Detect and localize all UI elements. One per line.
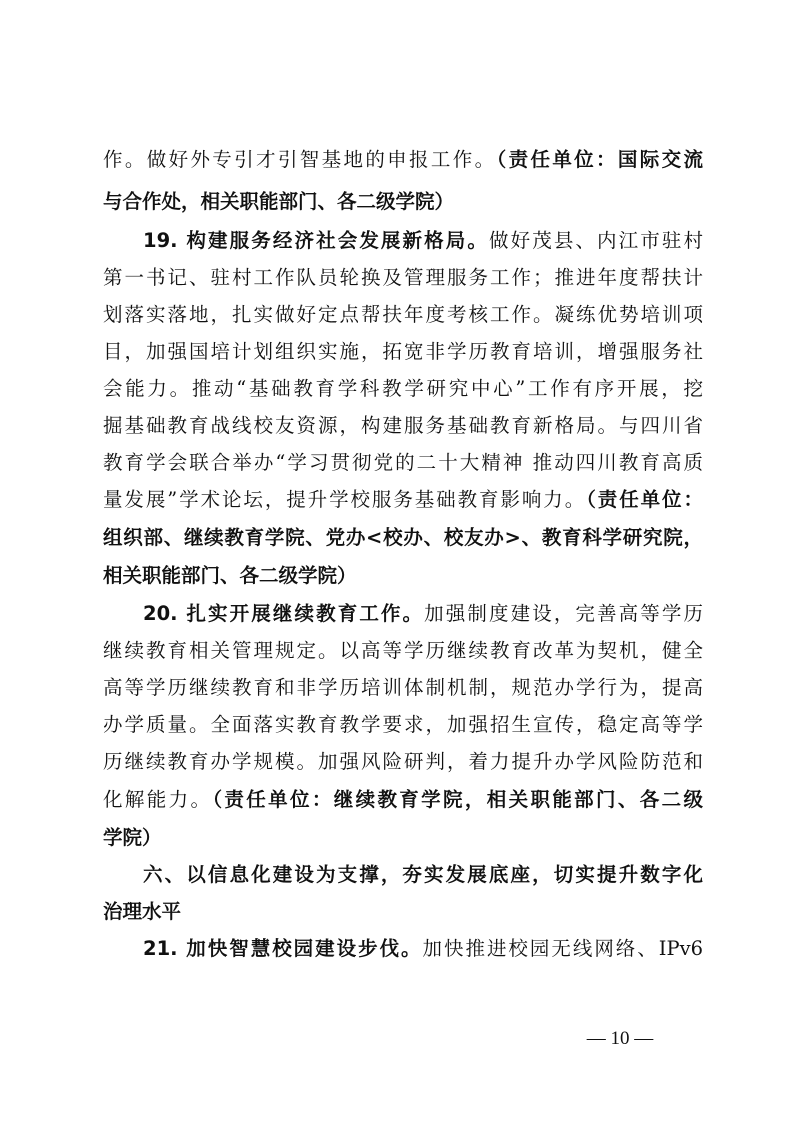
body-line: 与合作处，相关职能部门、各二级学院） <box>103 190 455 213</box>
body-line: 教育学会联合举办“学习贯彻党的二十大精神 推动四川教育高质 <box>103 451 703 474</box>
body-line: 作。做好外专引才引智基地的申报工作。（责任单位：国际交流 <box>103 148 703 171</box>
item-20-heading-line: 20. 扎实开展继续教育工作。加强制度建设，完善高等学历 <box>143 602 703 625</box>
body-line: 继续教育相关管理规定。以高等学历继续教育改革为契机，健全 <box>103 639 703 662</box>
body-line: 相关职能部门、各二级学院） <box>103 564 357 587</box>
body-line: 学院） <box>103 826 162 849</box>
body-line: 化解能力。（责任单位：继续教育学院，相关职能部门、各二级 <box>103 788 703 811</box>
section-6-heading: 六、以信息化建设为支撑，夯实发展底座，切实提升数字化 <box>143 863 703 886</box>
item-21-title: 21. 加快智慧校园建设步伐。 <box>143 937 423 960</box>
body-line: 目，加强国培计划组织实施，拓宽非学历教育培训，增强服务社 <box>103 340 703 363</box>
section-6-heading-cont: 治理水平 <box>103 900 182 923</box>
body-line: 历继续教育办学规模。加强风险研判，着力提升办学风险防范和 <box>103 750 703 773</box>
item-21-heading-line: 21. 加快智慧校园建设步伐。加快推进校园无线网络、IPv6 <box>143 937 703 960</box>
page-number: — 10 — <box>586 1028 654 1049</box>
body-line: 划落实落地，扎实做好定点帮扶年度考核工作。凝练优势培训项 <box>103 303 703 326</box>
item-19-heading-line: 19. 构建服务经济社会发展新格局。做好茂县、内江市驻村 <box>143 229 703 252</box>
body-line: 组织部、继续教育学院、党办<校办、校友办>、教育科学研究院， <box>103 526 703 549</box>
item-19-title: 19. 构建服务经济社会发展新格局。 <box>143 229 489 252</box>
body-line: 会能力。推动“基础教育学科教学研究中心”工作有序开展，挖 <box>103 377 703 400</box>
item-20-title: 20. 扎实开展继续教育工作。 <box>143 602 425 625</box>
body-line: 第一书记、驻村工作队员轮换及管理服务工作；推进年度帮扶计 <box>103 266 703 289</box>
body-line: 办学质量。全面落实教育教学要求，加强招生宣传，稳定高等学 <box>103 713 703 736</box>
body-line: 高等学历继续教育和非学历培训体制机制，规范办学行为，提高 <box>103 676 703 699</box>
body-line: 量发展”学术论坛，提升学校服务基础教育影响力。（责任单位： <box>103 488 703 511</box>
body-line: 掘基础教育战线校友资源，构建服务基础教育新格局。与四川省 <box>103 414 703 437</box>
